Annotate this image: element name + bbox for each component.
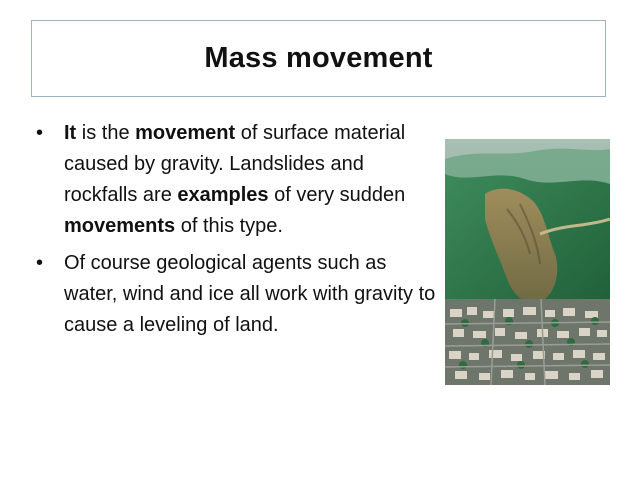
landslide-image xyxy=(445,139,610,385)
text-run: is the xyxy=(76,122,136,144)
bullet-list xyxy=(36,118,436,347)
bold-text-run: examples xyxy=(177,184,269,206)
bold-text-run: It xyxy=(64,122,77,144)
landslide-photo xyxy=(445,139,610,385)
bullet-item-2 xyxy=(36,248,436,341)
bullet-marker: • xyxy=(36,252,44,274)
slide-title: Mass movement xyxy=(204,42,433,74)
title-box xyxy=(31,20,606,97)
text-run: of very sudden xyxy=(268,184,406,206)
bullet-item-1 xyxy=(36,118,436,242)
bullet-marker: • xyxy=(36,122,44,144)
bold-text-run: movements xyxy=(64,215,176,237)
bold-text-run: movement xyxy=(135,122,236,144)
text-run: of this type. xyxy=(175,215,283,237)
text-run: of surface material caused by gravity. Landslides and rockfalls are xyxy=(64,122,406,206)
bullet-1-text xyxy=(64,122,405,237)
bullet-2-text: Of course geological agents such as water, wind and ice all work with gravity to cause a leveling of land. xyxy=(64,252,436,336)
